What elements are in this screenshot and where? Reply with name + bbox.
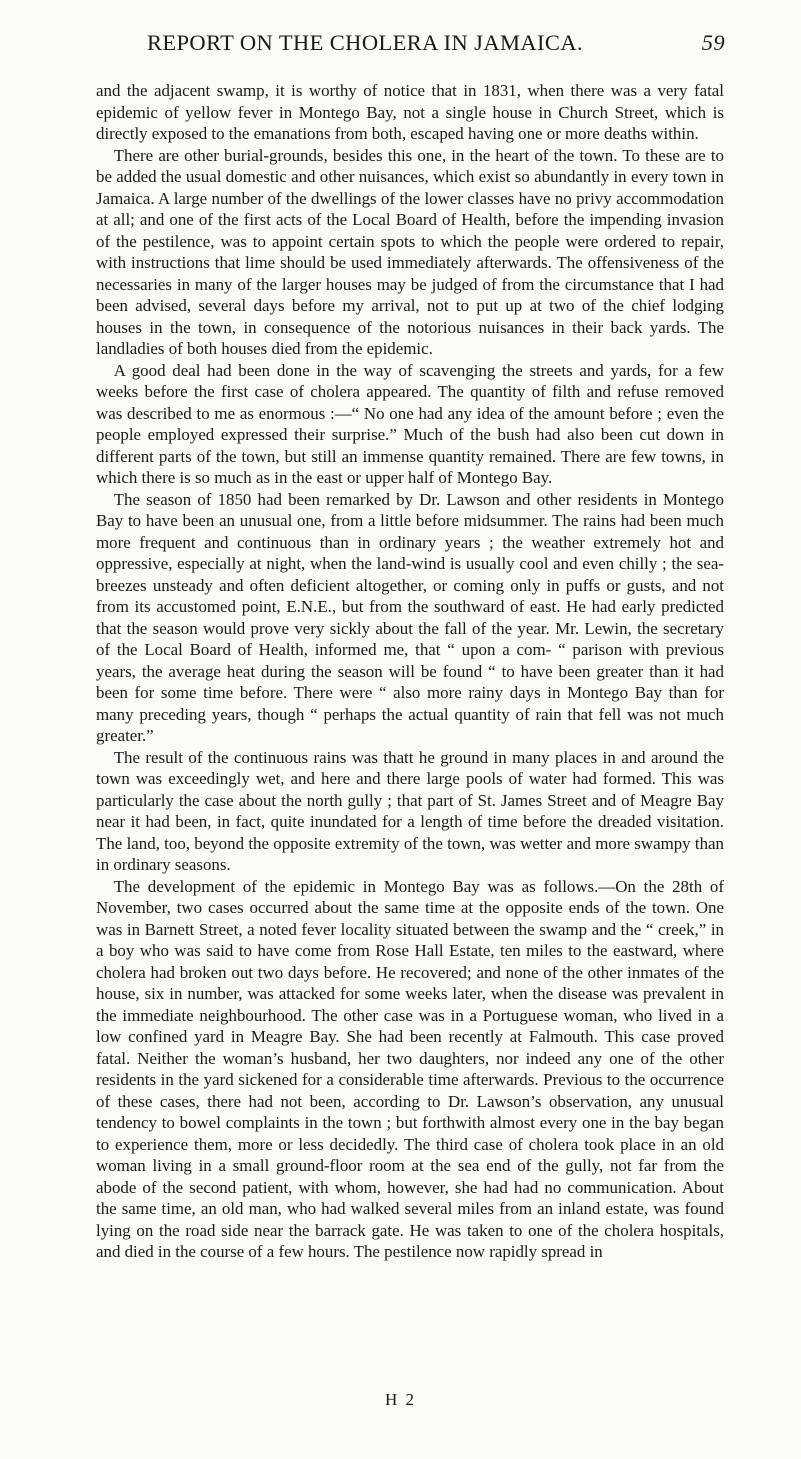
running-title: REPORT ON THE CHOLERA IN JAMAICA.	[146, 30, 584, 55]
page-number: 59	[701, 30, 725, 55]
printer-signature: H 2	[384, 1390, 417, 1409]
paragraph: The season of 1850 had been remarked by Dr. Lawson and other residents in Montego Bay to have been an unusual one, from a little before midsummer. The rains had been much more frequent and continuous than in ordinary years ; the weather extremely hot and oppressive, especially at night, when the land-wind is usually cool and even chilly ; the sea-breezes unsteady and often deficient altogether, or coming only in puffs or gusts, and not from its accustomed point, E.N.E., but from the southward of east. He had early predicted that the season would prove very sickly about the fall of the year. Mr. Lewin, the secretary of the Local Board of Health, informed me, that “ upon a com- “ parison with previous years, the average heat during the season will be found “ to have been greater than it had been for some time before. There were “ also more rainy days in Montego Bay than for many preceding years, though “ perhaps the actual quantity of rain that fell was not much greater.”	[96, 489, 724, 745]
paragraph: The result of the continuous rains was thatt he ground in many places in and around the town was exceedingly wet, and here and there large pools of water had formed. This was particularly the case about the north gully ; that part of St. James Street and of Meagre Bay near it had been, in fact, quite inundated for a length of time before the dreaded visitation. The land, too, beyond the opposite extremity of the town, was wetter and more swampy than in ordinary seasons.	[96, 747, 724, 874]
paragraph: A good deal had been done in the way of scavenging the streets and yards, for a few weeks before the first case of cholera appeared. The quantity of filth and refuse removed was described to me as enormous :—“ No one had any idea of the amount before ; even the people employed expressed their surprise.” Much of the bush had also been cut down in different parts of the town, but still an immense quantity remained. There are few towns, in which there is so much as in the east or upper half of Montego Bay.	[96, 360, 724, 487]
body-text	[96, 80, 724, 1263]
paragraph: The development of the epidemic in Montego Bay was as follows.—On the 28th of November, two cases occurred about the same time at the opposite ends of the town. One was in Barnett Street, a noted fever locality situated between the swamp and the “ creek,” in a boy who was said to have come from Rose Hall Estate, ten miles to the eastward, where cholera had broken out two days before. He recovered; and none of the other inmates of the house, six in number, was attacked for some weeks later, when the disease was prevalent in the immediate neighbourhood. The other case was in a Portuguese woman, who lived in a low confined yard in Meagre Bay. She had been recently at Falmouth. This case proved fatal. Neither the woman’s husband, her two daughters, nor indeed any one of the other residents in the yard sickened for a considerable time afterwards. Previous to the occurrence of these cases, there had not been, according to Dr. Lawson’s observation, any unusual tendency to bowel complaints in the town ; but forthwith almost every one in the bay began to experience them, more or less decidedly. The third case of cholera took place in an old woman living in a small ground-floor room at the sea end of the gully, not far from the abode of the second patient, with whom, however, she had had no communication. About the same time, an old man, who had walked several miles from an inland estate, was found lying on the road side near the barrack gate. He was taken to one of the cholera hospitals, and died in the course of a few hours. The pestilence now rapidly spread in	[96, 876, 724, 1261]
paragraph: There are other burial-grounds, besides this one, in the heart of the town. To these are to be added the usual domestic and other nuisances, which exist so abundantly in every town in Jamaica. A large number of the dwellings of the lower classes have no privy accommodation at all; and one of the first acts of the Local Board of Health, before the impending invasion of the pestilence, was to appoint certain spots to which the people were ordered to repair, with instructions that lime should be used immediately afterwards. The offensiveness of the necessaries in many of the larger houses may be judged of from the circumstance that I had been advised, several days before my arrival, not to put up at two of the chief lodging houses in the town, in consequence of the notorious nuisances in their back yards. The landladies of both houses died from the epidemic.	[96, 145, 724, 358]
running-head	[95, 28, 725, 58]
paragraph: and the adjacent swamp, it is worthy of notice that in 1831, when there was a very fatal epidemic of yellow fever in Montego Bay, not a single house in Church Street, which is directly exposed to the emanations from both, escaped having one or more deaths within.	[96, 81, 724, 143]
